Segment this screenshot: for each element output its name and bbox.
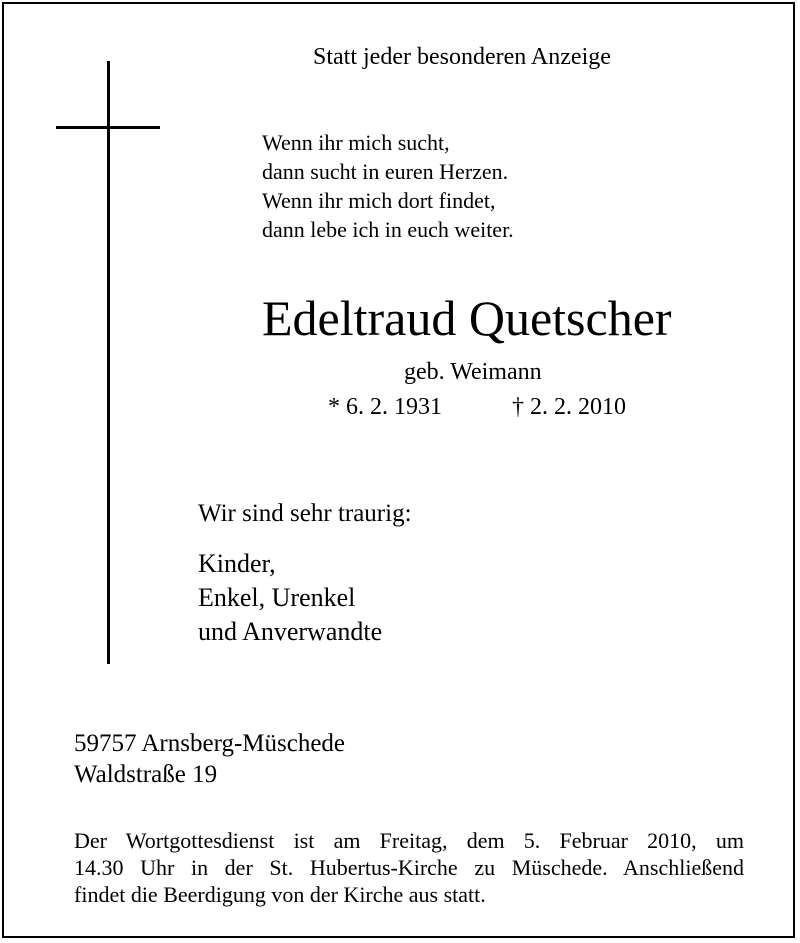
poem	[262, 128, 514, 244]
poem-line: dann lebe ich in euch weiter.	[262, 217, 514, 242]
mourners-list	[198, 547, 382, 649]
mourner-line: Enkel, Urenkel	[198, 583, 356, 612]
cross-icon-bar	[56, 126, 160, 129]
mourning-line: Wir sind sehr traurig:	[198, 500, 412, 527]
poem-line: Wenn ihr mich dort findet,	[262, 188, 496, 213]
service-info	[74, 827, 744, 908]
deceased-name: Edeltraud Quetscher	[262, 290, 672, 346]
address-city: 59757 Arnsberg-Müschede	[74, 730, 346, 757]
service-line: 14.30 Uhr in der St. Hubertus-Kirche zu Müschede. Anschließend	[74, 855, 744, 880]
service-line: findet die Beerdigung von der Kirche aus statt.	[74, 882, 486, 907]
birth-name: geb. Weimann	[404, 359, 542, 385]
death-date: † 2. 2. 2010	[512, 394, 626, 420]
poem-line: dann sucht in euren Herzen.	[262, 159, 509, 184]
birth-date: * 6. 2. 1931	[328, 394, 442, 420]
service-line: Der Wortgottesdienst ist am Freitag, dem 5. Februar 2010, um	[74, 828, 744, 853]
notice-header: Statt jeder besonderen Anzeige	[313, 44, 611, 70]
mourner-line: und Anverwandte	[198, 617, 383, 646]
address-block	[74, 728, 345, 790]
notice-frame	[2, 2, 795, 938]
mourner-line: Kinder,	[198, 549, 276, 578]
address-street: Waldstraße 19	[74, 761, 218, 788]
poem-line: Wenn ihr mich sucht,	[262, 130, 450, 155]
cross-icon	[107, 61, 110, 664]
